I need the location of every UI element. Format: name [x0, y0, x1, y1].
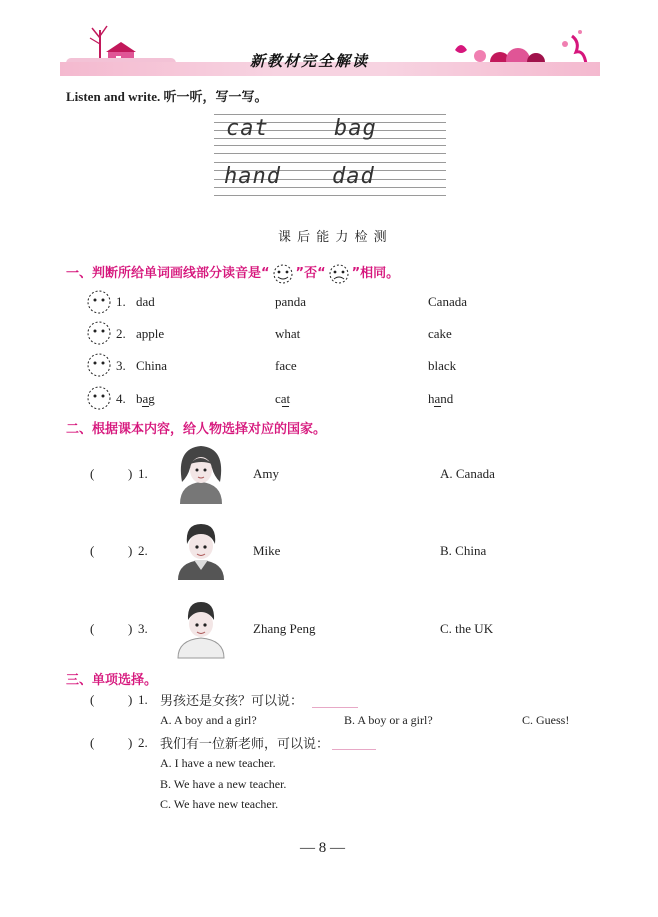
country-option: C. the UK [440, 621, 494, 636]
answer-face-icon[interactable] [87, 353, 111, 377]
item-number: 4. [116, 391, 126, 406]
listen-instruction: Listen and write. 听一听，写一写。 [66, 89, 268, 104]
word-3: black [428, 358, 457, 373]
country-option: B. China [440, 543, 487, 558]
option-c[interactable]: C. Guess! [522, 713, 570, 727]
handwritten-word: cat [226, 116, 269, 141]
answer-paren-right[interactable]: ) [128, 735, 133, 750]
answer-face-icon[interactable] [87, 386, 111, 410]
answer-blank[interactable] [332, 749, 376, 750]
item-number: 3. [116, 358, 126, 373]
word-2: cat [275, 391, 291, 406]
word-1: apple [136, 326, 165, 341]
writing-lines [0, 0, 658, 200]
person-name: Zhang Peng [253, 621, 316, 636]
word-2: face [275, 358, 297, 373]
girl-portrait-icon [170, 442, 232, 506]
word-1: dad [136, 294, 155, 309]
answer-paren-left[interactable]: ( [90, 692, 95, 707]
boy-zhangpeng-portrait-icon [170, 596, 232, 660]
option-c[interactable]: C. We have new teacher. [160, 797, 279, 811]
item-number: 2. [138, 543, 148, 558]
boy-mike-portrait-icon [170, 518, 232, 582]
underline-mark [282, 406, 289, 407]
answer-paren-left[interactable]: ( [90, 466, 95, 481]
answer-paren-left[interactable]: ( [90, 621, 95, 636]
sad-face-icon [326, 264, 352, 284]
word-1: bag [136, 391, 155, 406]
answer-face-icon[interactable] [87, 290, 111, 314]
answer-paren-right[interactable]: ) [128, 543, 133, 558]
word-3: Canada [428, 294, 467, 309]
section-heading: 课 后 能 力 检 测 [278, 230, 388, 245]
handwritten-word: bag [334, 116, 377, 141]
item-number: 1. [116, 294, 126, 309]
item-number: 1. [138, 466, 148, 481]
country-option: A. Canada [440, 466, 495, 481]
question-stem: 我们有一位新老师，可以说： [160, 737, 330, 752]
underline-mark [142, 406, 149, 407]
item-number: 3. [138, 621, 148, 636]
word-3: cake [428, 326, 452, 341]
word-2: panda [275, 294, 307, 309]
question-number: 2. [138, 735, 148, 750]
word-3: hand [428, 391, 454, 406]
page-number: — 8 — [300, 840, 345, 856]
answer-face-icon[interactable] [87, 321, 111, 345]
word-2: what [275, 326, 301, 341]
smile-face-icon [270, 264, 296, 284]
answer-paren-right[interactable]: ) [128, 692, 133, 707]
option-b[interactable]: B. A boy or a girl? [344, 713, 433, 727]
question-number: 1. [138, 692, 148, 707]
answer-paren-left[interactable]: ( [90, 735, 95, 750]
person-name: Amy [253, 466, 279, 481]
section1-title: 一、判断所给单词画线部分读音是“ ”否“ ”相同。 [66, 262, 399, 284]
section2-title: 二、根据课本内容，给人物选择对应的国家。 [66, 422, 327, 437]
word-1: China [136, 358, 168, 373]
answer-paren-right[interactable]: ) [128, 621, 133, 636]
underline-mark [434, 406, 441, 407]
section3-title: 三、单项选择。 [66, 673, 158, 688]
item-number: 2. [116, 326, 126, 341]
handwritten-word: hand [224, 164, 281, 189]
person-name: Mike [253, 543, 281, 558]
answer-blank[interactable] [312, 707, 358, 708]
option-a[interactable]: A. I have a new teacher. [160, 756, 276, 770]
handwritten-word: dad [332, 164, 375, 189]
answer-paren-right[interactable]: ) [128, 466, 133, 481]
header-title: 新教材完全解读 [250, 52, 370, 70]
question-stem: 男孩还是女孩？可以说： [160, 694, 304, 709]
option-a[interactable]: A. A boy and a girl? [160, 713, 257, 727]
option-b[interactable]: B. We have a new teacher. [160, 777, 287, 791]
answer-paren-left[interactable]: ( [90, 543, 95, 558]
